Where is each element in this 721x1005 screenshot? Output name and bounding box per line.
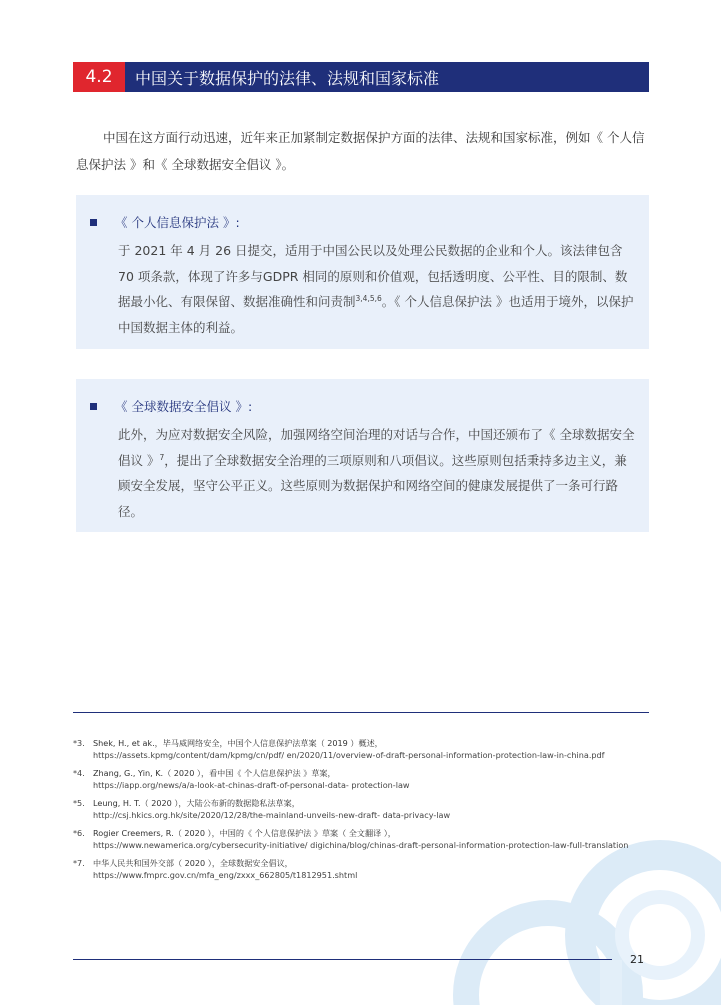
info-box-gdsi bbox=[76, 379, 649, 532]
square-bullet-icon bbox=[90, 219, 97, 226]
footnote-reference: 3,4,5,6 bbox=[355, 293, 382, 303]
footnote-text: Leung, H. T.（ 2020 ），大陆公布新的数据隐私法草案， bbox=[93, 798, 300, 808]
section-number: 4.2 bbox=[73, 62, 125, 92]
footnote-text: 中华人民共和国外交部（ 2020 ），全球数据安全倡议， bbox=[93, 858, 293, 868]
page-footer-line bbox=[73, 959, 612, 960]
footnote-item bbox=[73, 798, 673, 821]
footnote-url[interactable]: https://www.newamerica.org/cybersecurity-initiative/ digichina/blog/chinas-draft-personal-information-protection-law-full-translation bbox=[93, 839, 629, 850]
footnote-reference: 7 bbox=[159, 452, 165, 462]
footnote-url[interactable]: https://iapp.org/news/a/a-look-at-chinas-draft-of-personal-data- protection-law bbox=[93, 779, 410, 790]
footnote-item bbox=[73, 828, 673, 851]
box-title: 《 个人信息保护法 》: bbox=[115, 215, 240, 230]
footnote-text: Rogier Creemers, R.（ 2020 ），中国的《 个人信息保护法 》草案（ 全文翻译 ）， bbox=[93, 828, 396, 838]
footnote-text: Zhang, G., Yin, K.（ 2020 ），看中国《 个人信息保护法 》草案， bbox=[93, 768, 336, 778]
footnote-number: *7. bbox=[73, 858, 85, 868]
footnote-text: Shek, H., et ak.，毕马威网络安全，中国个人信息保护法草案（ 2019 ）概述， bbox=[93, 738, 383, 748]
footnote-url[interactable]: https://www.fmprc.gov.cn/mfa_eng/zxxx_662805/t1812951.shtml bbox=[93, 869, 358, 880]
footnote-divider bbox=[73, 712, 649, 713]
box-title: 《 全球数据安全倡议 》: bbox=[115, 399, 253, 414]
footnote-number: *4. bbox=[73, 768, 85, 778]
section-title: 中国关于数据保护的法律、法规和国家标准 bbox=[135, 68, 440, 88]
footnote-number: *6. bbox=[73, 828, 85, 838]
info-box-pipl bbox=[76, 195, 649, 349]
square-bullet-icon bbox=[90, 403, 97, 410]
box-body: 于 2021 年 4 月 26 日提交，适用于中国公民以及处理公民数据的企业和个人。该法律包含 70 项条款，体现了许多与GDPR 相同的原则和价值观，包括透明度、公平性、目的限制、数据最小化、有限保留、数据准确性和问责制$^{3,4,5,6}$。《 个人信息保护法 》也适用于境外，以保护中国数据主体的利益。 bbox=[118, 243, 634, 335]
footnote-url[interactable]: https://assets.kpmg/content/dam/kpmg/cn/pdf/ en/2020/11/overview-of-draft-personal-information-protection-law-in-china.pdf bbox=[93, 749, 605, 760]
box-body: 此外，为应对数据安全风险，加强网络空间治理的对话与合作，中国还颁布了《 全球数据安全倡议 》$^7$，提出了全球数据安全治理的三项原则和八项倡议。这些原则包括秉持多边主义，兼顾安全发展，坚守公平正义。这些原则为数据保护和网络空间的健康发展提供了一条可行路径。 bbox=[118, 427, 635, 519]
footnotes bbox=[73, 738, 673, 888]
footnote-item bbox=[73, 858, 673, 881]
footnote-url[interactable]: http://csj.hkics.org.hk/site/2020/12/28/the-mainland-unveils-new-draft- data-privacy-law bbox=[93, 809, 451, 820]
intro-paragraph: 中国在这方面行动迅速，近年来正加紧制定数据保护方面的法律、法规和国家标准，例如《 个人信息保护法 》和《 全球数据安全倡议 》。 bbox=[76, 130, 645, 172]
page-number: 21 bbox=[630, 953, 644, 966]
footnote-item bbox=[73, 768, 673, 791]
footnote-number: *5. bbox=[73, 798, 85, 808]
section-header bbox=[73, 62, 649, 92]
footnote-item bbox=[73, 738, 673, 761]
footnote-number: *3. bbox=[73, 738, 85, 748]
